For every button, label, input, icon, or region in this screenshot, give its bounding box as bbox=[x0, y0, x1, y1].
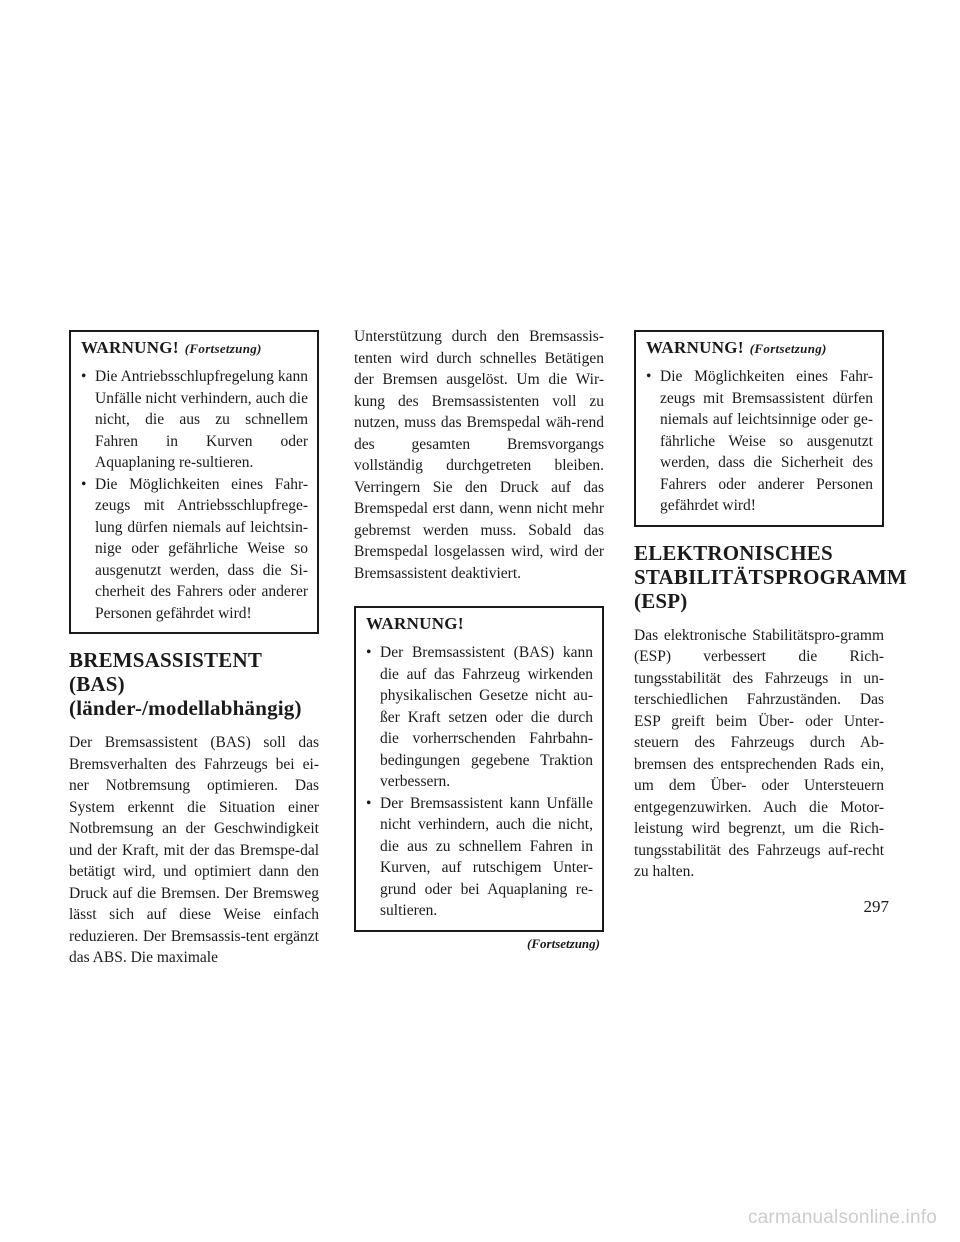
continuation-label: (Fortsetzung) bbox=[749, 341, 827, 356]
warning-title bbox=[646, 338, 873, 358]
warning-label: WARNUNG! bbox=[646, 338, 744, 357]
warning-title: WARNUNG! bbox=[366, 614, 464, 633]
section-heading-esp: ELEKTRONISCHES STABILITÄTSPROGRAMM (ESP) bbox=[634, 540, 907, 613]
esp-paragraph: Das elektronische Stabilitätspro-gramm (ESP) verbessert die Rich-tungsstabilität des Fahrzeugs in un-terschiedlichen Fahrzuständen. Das ESP greift beim Über- oder Unter-steuern des Fahrzeugs durch Ab-bremsen des entsprechenden Rads ein, um dem Über- oder Untersteuern entgegenzuwirken. Auch die Motor-leistung wird begrenzt, um die Rich-tungsstabilität des Fahrzeugs auf-recht zu halten. bbox=[634, 626, 884, 880]
warning-item: • Die Möglichkeiten eines Fahr-zeugs mit Bremsassistent dürfen niemals auf leichtsinnige oder ge-fährliche Weise so ausgenutzt werden, dass die Sicherheit des Fahrers oder anderer Personen gefährdet wird! bbox=[646, 366, 873, 517]
section-heading-bas: BREMSASSISTENT (BAS) (länder-/modellabhängig) bbox=[69, 648, 302, 720]
continuation-note: (Fortsetzung) bbox=[527, 935, 600, 951]
warning-box-continued bbox=[634, 330, 884, 527]
warning-item: • Die Antriebsschlupfregelung kann Unfälle nicht verhindern, auch die nicht, die aus zu schnellem Fahren in Kurven oder Aquaplaning re-sultieren. bbox=[81, 366, 308, 474]
warning-item: • Der Bremsassistent (BAS) kann die auf das Fahrzeug wirkenden physikalischen Gesetze nicht au-ßer Kraft setzen oder die durch die vorherrschenden Fahrbahn-bedingungen gegebene Traktion verbessern. bbox=[366, 642, 593, 793]
warning-list bbox=[646, 366, 873, 517]
warning-title bbox=[81, 338, 308, 358]
warning-item: • Der Bremsassistent kann Unfälle nicht verhindern, auch die nicht, die aus zu schnellem Fahren in Kurven, auf rutschigem Unter-grund oder bei Aquaplaning re-sultieren. bbox=[366, 793, 593, 922]
warning-list bbox=[81, 366, 308, 624]
warning-list bbox=[366, 642, 593, 922]
watermark: carmanualsonline.info bbox=[747, 1207, 937, 1228]
warning-box-continued bbox=[69, 330, 319, 634]
column-1 bbox=[69, 330, 319, 969]
column-3 bbox=[634, 330, 907, 883]
bas-paragraph-continued: Unterstützung durch den Bremsassis-tenten wird durch schnelles Betätigen der Bremsen ausgelöst. Um die Wir-kung des Bremsassistenten voll zu nutzen, muss das Bremspedal wäh-rend des gesamten Bremsvorgangs vollständig durchgetreten bleiben. Verringern Sie den Druck auf das Bremspedal erst dann, wenn nicht mehr gebremst werden muss. Sobald das Bremspedal losgelassen wird, wird der Bremsassistent deaktiviert. bbox=[354, 328, 604, 582]
column-2 bbox=[354, 326, 604, 952]
warning-item: • Die Möglichkeiten eines Fahr-zeugs mit Antriebsschlupfrege-lung dürfen niemals auf leichtsin-nige oder gefährliche Weise so ausgenutzt werden, dass die Si-cherheit des Fahrers oder anderer Personen gefährdet wird! bbox=[81, 474, 308, 625]
warning-label: WARNUNG! bbox=[81, 338, 179, 357]
continuation-label: (Fortsetzung) bbox=[184, 341, 262, 356]
warning-box bbox=[354, 606, 604, 932]
bas-paragraph: Der Bremsassistent (BAS) soll das Bremsverhalten des Fahrzeugs bei ei-ner Notbremsung optimieren. Das System erkennt die Situation einer Notbremsung an der Geschwindigkeit und der Kraft, mit der das Bremspe-dal betätigt wird, und optimiert dann den Druck auf die Bremsen. Der Bremsweg lässt sich auf diese Weise einfach reduzieren. Der Bremsassis-tent ergänzt das ABS. Die maximale bbox=[69, 734, 319, 966]
page-number: 297 bbox=[863, 897, 889, 916]
